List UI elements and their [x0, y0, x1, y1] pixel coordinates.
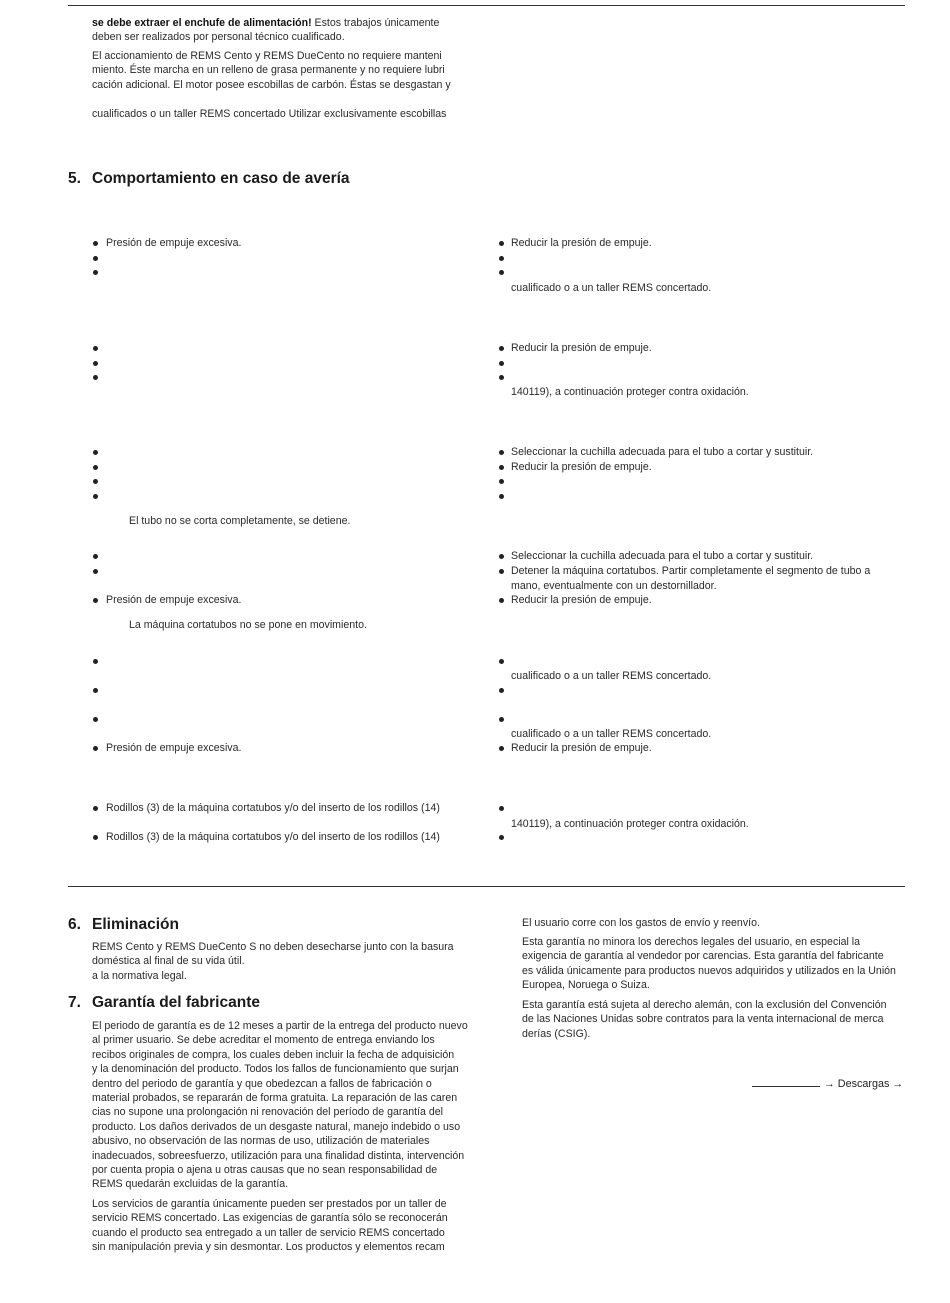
cause-text: Presión de empuje excesiva. [106, 742, 242, 754]
bullet-dot [93, 241, 98, 246]
text-line: es válida únicamente para productos nuevos adquiridos y utilizados en la Unión [522, 964, 896, 977]
maint-line1: El accionamiento de REMS Cento y REMS DueCento no requiere manteni [92, 50, 442, 62]
downloads-link[interactable] [752, 1076, 903, 1090]
bullet-dot [499, 717, 504, 722]
bullet-dot [499, 256, 504, 261]
warning-line2: deben ser realizados por personal técnico cualificado. [92, 31, 345, 44]
text-line: servicio REMS concertado. Las exigencias de garantía sólo se reconocerán [92, 1212, 448, 1225]
disposal-line1: REMS Cento y REMS DueCento S no deben desecharse junto con la basura [92, 941, 454, 953]
remedy-text: cualificado o a un taller REMS concertado. [511, 282, 712, 294]
underline-blank [752, 1076, 820, 1087]
bullet-dot [93, 835, 98, 840]
bullet-dot [499, 598, 504, 603]
bullet-dot [93, 256, 98, 261]
fault-label: El tubo no se corta completamente, se detiene. [129, 515, 351, 527]
section5-number: 5. [68, 170, 81, 187]
text-line: producto. Los daños derivados de un desgaste natural, manejo indebido o uso [92, 1120, 461, 1133]
disposal-line2: doméstica al final de su vida útil. [92, 955, 245, 968]
top-rule [68, 5, 905, 6]
text-line: al primer usuario. Se debe acreditar el momento de entrega enviando los [92, 1034, 435, 1047]
remedy-text: Detener la máquina cortatubos. Partir completamente el segmento de tubo a [511, 565, 871, 577]
section7-number: 7. [68, 994, 81, 1011]
bullet-dot [93, 494, 98, 499]
text-line: por cuenta propia o ajena u otras causas que no sean responsabilidad de [92, 1164, 438, 1177]
bullet-dot [93, 569, 98, 574]
remedy-text: Reducir la presión de empuje. [511, 237, 652, 249]
warranty-paragraph-1 [92, 1019, 475, 1192]
text-line: Los servicios de garantía únicamente pueden ser prestados por un taller de [92, 1198, 447, 1210]
text-line: abusivo, no observación de las normas de uso, utilización de materiales [92, 1135, 430, 1148]
bullet-dot [499, 569, 504, 574]
text-line: y la denominación del producto. Todos los fallos de funcionamiento que surjan [92, 1063, 459, 1076]
text-line: Esta garantía está sujeta al derecho alemán, con la exclusión del Convención [522, 999, 887, 1011]
downloads-label: → Descargas → [824, 1078, 904, 1090]
warning-rest: Estos trabajos únicamente [311, 17, 440, 29]
bullet-dot [499, 659, 504, 664]
bullet-dot [499, 270, 504, 275]
section7-title: Garantía del fabricante [92, 994, 260, 1011]
bullet-dot [499, 450, 504, 455]
bullet-dot [93, 746, 98, 751]
text-line: El periodo de garantía es de 12 meses a partir de la entrega del producto nuevo [92, 1020, 468, 1032]
bullet-dot [93, 479, 98, 484]
bullet-dot [499, 494, 504, 499]
remedy-text: Reducir la presión de empuje. [511, 742, 652, 754]
maint-line3: cación adicional. El motor posee escobillas de carbón. Éstas se desgastan y [92, 78, 451, 91]
text-line: cias no supone una prolongación ni renovación del período de garantía del [92, 1106, 444, 1119]
bullet-dot [93, 598, 98, 603]
disposal-line3: a la normativa legal. [92, 969, 187, 982]
remedy-text: cualificado o a un taller REMS concertado. [511, 670, 712, 682]
remedy-text: mano, eventualmente con un destornillador. [511, 580, 717, 592]
bullet-dot [499, 361, 504, 366]
remedy-text: Reducir la presión de empuje. [511, 461, 652, 473]
remedy-text: Reducir la presión de empuje. [511, 342, 652, 354]
text-line: derías (CSIG). [522, 1027, 591, 1040]
bullet-dot [93, 659, 98, 664]
text-line: inadecuados, sobreesfuerzo, utilización para una finalidad distinta, intervención [92, 1149, 465, 1162]
section6-number: 6. [68, 916, 81, 933]
disposal-paragraph [92, 940, 482, 983]
text-line: exigencia de garantía al vendedor por carencias. Esta garantía del fabricante [522, 950, 884, 963]
cause-text: Rodillos (3) de la máquina cortatubos y/o del inserto de los rodillos (14) [106, 802, 440, 814]
german-law-paragraph [522, 998, 905, 1041]
text-line: Esta garantía no minora los derechos legales del usuario, en especial la [522, 936, 861, 948]
bullet-dot [499, 346, 504, 351]
remedy-text: 140119), a continuación proteger contra oxidación. [511, 818, 749, 830]
bullet-dot [93, 361, 98, 366]
section5-title: Comportamiento en caso de avería [92, 170, 350, 187]
text-line: recibos originales de compra, los cuales deben incluir la fecha de adquisición [92, 1048, 455, 1061]
bullet-dot [499, 554, 504, 559]
remedy-text: Seleccionar la cuchilla adecuada para el tubo a cortar y sustituir. [511, 550, 814, 562]
legal-rights-paragraph [522, 935, 905, 993]
warranty-paragraph-2 [92, 1197, 475, 1255]
bullet-dot [93, 806, 98, 811]
cause-text: Presión de empuje excesiva. [106, 594, 242, 606]
section-divider [68, 886, 905, 887]
bullet-dot [499, 746, 504, 751]
bullet-dot [499, 806, 504, 811]
remedy-text: Seleccionar la cuchilla adecuada para el tubo a cortar y sustituir. [511, 446, 814, 458]
text-line: cuando el producto sea entregado a un taller de servicio REMS concertado [92, 1226, 445, 1239]
warning-bold: se debe extraer el enchufe de alimentación! [92, 17, 312, 29]
bullet-dot [93, 346, 98, 351]
shipping-costs-paragraph: El usuario corre con los gastos de envío y reenvío. [522, 917, 760, 929]
bullet-dot [499, 465, 504, 470]
bullet-dot [93, 270, 98, 275]
bullet-dot [93, 554, 98, 559]
section6-title: Eliminación [92, 916, 179, 933]
bullet-dot [93, 465, 98, 470]
maintenance-paragraph [92, 49, 482, 92]
bullet-dot [93, 450, 98, 455]
text-line: material probados, se repararán de forma gratuita. La reparación de las caren [92, 1092, 458, 1105]
text-line: Europea, Noruega o Suiza. [522, 979, 650, 992]
text-line: REMS quedarán excluidas de la garantía. [92, 1178, 289, 1191]
text-line: dentro del periodo de garantía y que obedezcan a fallos de fabricación o [92, 1077, 432, 1090]
bullet-dot [499, 479, 504, 484]
maint-line2: miento. Éste marcha en un relleno de grasa permanente y no requiere lubri [92, 64, 445, 77]
bullet-dot [499, 241, 504, 246]
remedy-text: cualificado o a un taller REMS concertado. [511, 728, 712, 740]
bullet-dot [93, 688, 98, 693]
maintenance-warning [92, 16, 475, 45]
text-line: sin manipulación previa y sin desmontar. Los productos y elementos recam [92, 1241, 445, 1254]
bullet-dot [93, 375, 98, 380]
bullet-dot [93, 717, 98, 722]
brushes-paragraph: cualificados o un taller REMS concertado Utilizar exclusivamente escobillas [92, 108, 447, 120]
text-line: de las Naciones Unidas sobre contratos para la venta internacional de merca [522, 1013, 884, 1026]
remedy-text: 140119), a continuación proteger contra oxidación. [511, 386, 749, 398]
fault-label: La máquina cortatubos no se pone en movimiento. [129, 619, 367, 631]
cause-text: Presión de empuje excesiva. [106, 237, 242, 249]
bullet-dot [499, 688, 504, 693]
cause-text: Rodillos (3) de la máquina cortatubos y/o del inserto de los rodillos (14) [106, 831, 440, 843]
bullet-dot [499, 835, 504, 840]
remedy-text: Reducir la presión de empuje. [511, 594, 652, 606]
bullet-dot [499, 375, 504, 380]
